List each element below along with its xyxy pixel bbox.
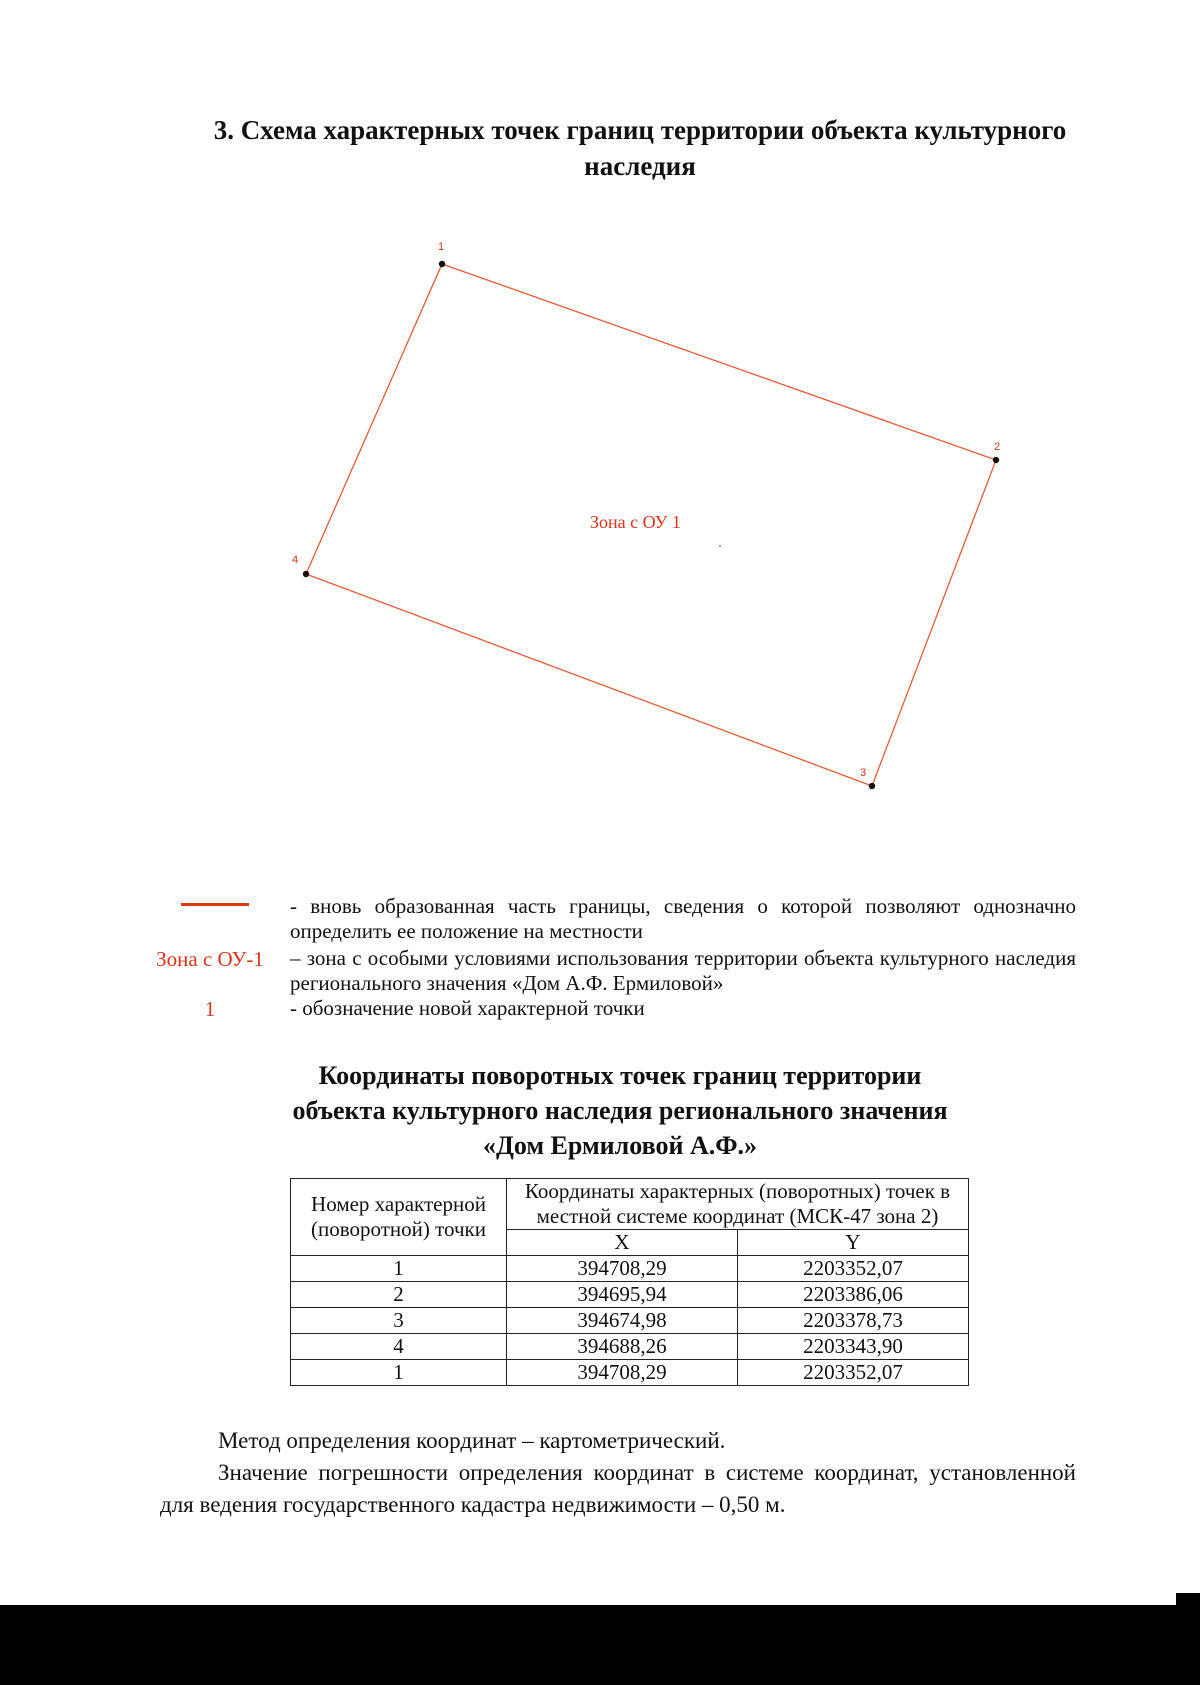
boundary-point-3	[860, 767, 875, 789]
coordinates-table	[290, 1178, 969, 1386]
header-y: Y	[738, 1230, 969, 1256]
boundary-point-4	[292, 554, 309, 577]
method-line-2: Значение погрешности определения координат в системе координат, установленной для ведения государственного кадастра недвижимости – 0,50 м.	[160, 1460, 1076, 1517]
table-row	[291, 1256, 969, 1282]
stray-dot	[719, 545, 721, 547]
cell-point: 2	[291, 1282, 507, 1308]
method-text	[160, 1425, 1076, 1521]
legend-zone-desc: – зона с особыми условиями использования территории объекта культурного наследия регионального значения «Дом А.Ф. Ермиловой»	[290, 946, 1076, 995]
cell-y: 2203386,06	[738, 1282, 969, 1308]
cell-x: 394695,94	[507, 1282, 738, 1308]
legend-line-desc: - вновь образованная часть границы, сведения о которой позволяют однозначно определить ее положение на местности	[290, 894, 1076, 943]
point-label-3: 3	[860, 767, 867, 779]
section-title: 3. Схема характерных точек границ территории объекта культурного наследия	[213, 115, 1067, 181]
legend-row-line	[140, 894, 1076, 946]
coords-title-line-2: объекта культурного наследия регионального значения	[292, 1096, 948, 1125]
boundary-point-2	[993, 441, 1000, 463]
table-row	[291, 1282, 969, 1308]
point-label-2: 2	[994, 441, 1001, 453]
cell-y: 2203352,07	[738, 1256, 969, 1282]
cell-x: 394708,29	[507, 1360, 738, 1386]
header-x: X	[507, 1230, 738, 1256]
zone-boundary	[306, 264, 996, 786]
legend-line-symbol	[181, 903, 249, 906]
cell-y: 2203352,07	[738, 1360, 969, 1386]
coords-title-line-1: Координаты поворотных точек границ территории	[318, 1061, 922, 1090]
cell-y: 2203378,73	[738, 1308, 969, 1334]
header-point-number: Номер характерной (поворотной) точки	[291, 1179, 507, 1256]
point-label-4: 4	[292, 554, 299, 566]
cell-x: 394688,26	[507, 1334, 738, 1360]
coords-title-line-3: «Дом Ермиловой А.Ф.»	[482, 1131, 758, 1160]
cell-y: 2203343,90	[738, 1334, 969, 1360]
header-coordinates: Координаты характерных (поворотных) точек в местной системе координат (МСК-47 зона 2)	[507, 1179, 969, 1230]
cell-point: 1	[291, 1360, 507, 1386]
cell-point: 1	[291, 1256, 507, 1282]
cell-point: 4	[291, 1334, 507, 1360]
table-row	[291, 1334, 969, 1360]
legend-row-zone	[140, 946, 1076, 996]
legend-point-symbol: 1	[204, 997, 216, 1021]
boundary-point-1	[438, 241, 445, 267]
coords-title	[240, 1058, 1000, 1163]
table-row	[291, 1308, 969, 1334]
method-line-1: Метод определения координат – картометрический.	[218, 1428, 726, 1453]
legend	[140, 894, 1076, 1022]
zone-label: Зона с ОУ 1	[590, 512, 681, 532]
cell-point: 3	[291, 1308, 507, 1334]
cell-x: 394708,29	[507, 1256, 738, 1282]
table-row	[291, 1360, 969, 1386]
legend-point-desc: - обозначение новой характерной точки	[290, 996, 645, 1020]
legend-zone-symbol: Зона с ОУ-1	[156, 947, 264, 971]
cell-x: 394674,98	[507, 1308, 738, 1334]
scan-bottom-bar	[0, 1605, 1200, 1685]
legend-row-point	[140, 996, 1076, 1022]
point-label-1: 1	[438, 241, 445, 253]
